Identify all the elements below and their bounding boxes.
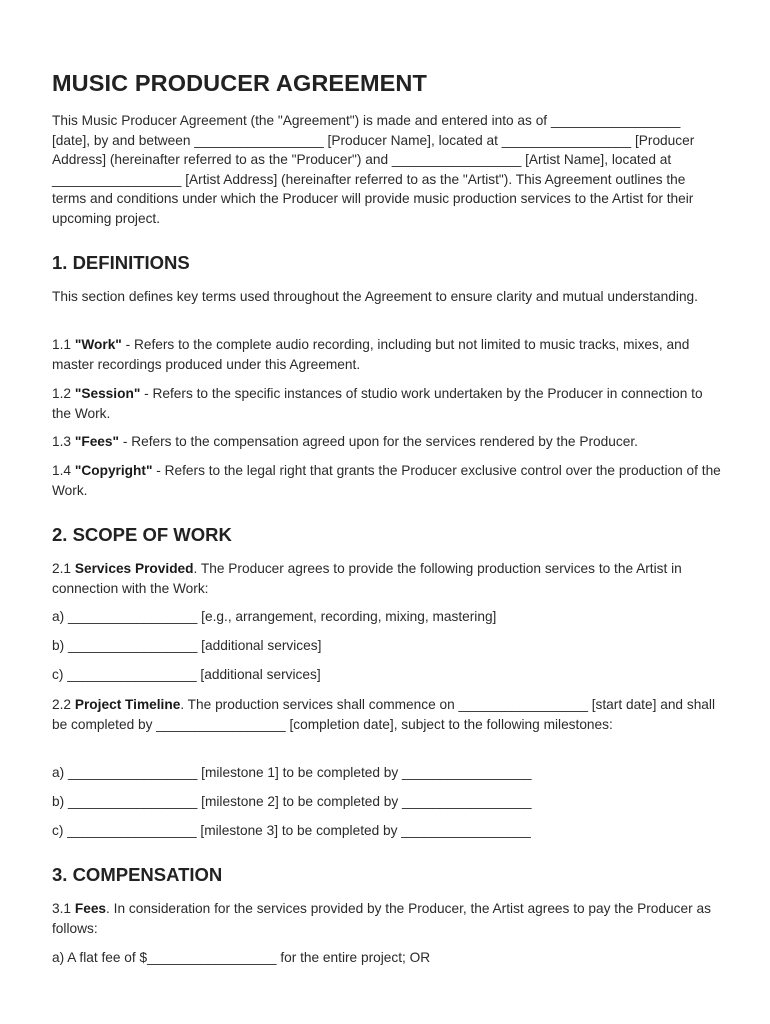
section-3-heading: 3. COMPENSATION [52,864,223,885]
services-provided-paragraph: 2.1 Services Provided. The Producer agrees to provide the following production services to the Artist in connection with the Work: [52,561,682,596]
term-work: "Work" [74,337,122,352]
service-item-c: c) _________________ [additional services] [52,667,321,682]
definition-fees: 1.3 "Fees" - Refers to the compensation agreed upon for the services rendered by the Producer. [52,434,638,449]
milestone-item-b: b) _________________ [milestone 2] to be completed by _________________ [52,794,532,809]
section-2-heading: 2. SCOPE OF WORK [52,524,232,545]
term-services-provided: Services Provided [74,561,194,576]
term-session: "Session" [74,386,141,401]
definition-copyright: 1.4 "Copyright" - Refers to the legal right that grants the Producer exclusive control over the production of the Work. [52,463,721,498]
milestone-item-c: c) _________________ [milestone 3] to be completed by _________________ [52,823,531,838]
term-project-timeline: Project Timeline [74,697,181,712]
section-1-heading: 1. DEFINITIONS [52,252,190,273]
definitions-intro: This section defines key terms used throughout the Agreement to ensure clarity and mutual understanding. [52,289,698,304]
term-fees-compensation: Fees [74,901,107,916]
term-copyright: "Copyright" [74,463,153,478]
service-item-b: b) _________________ [additional services] [52,638,322,653]
document-title: MUSIC PRODUCER AGREEMENT [52,70,427,96]
fees-paragraph: 3.1 Fees. In consideration for the services provided by the Producer, the Artist agrees to pay the Producer as follows: [52,901,711,936]
intro-paragraph: This Music Producer Agreement (the "Agreement") is made and entered into as of _________________ [date], by and between _________________ [Producer Name], located at _________________ [Producer Address] (hereinafter referred to as the "Producer") and _________________ [Artist Name], located at _________________ [Artist Address] (hereinafter referred to as the "Artist"). This Agreement outlines the terms and conditions under which the Producer will provide music production services to the Artist for their upcoming project. [52,113,695,226]
service-item-a: a) _________________ [e.g., arrangement, recording, mixing, mastering] [52,609,497,624]
definition-session: 1.2 "Session" - Refers to the specific instances of studio work undertaken by the Producer in connection to the Work. [52,386,703,421]
term-fees: "Fees" [74,434,120,449]
fee-item-a: a) A flat fee of $_________________ for the entire project; OR [52,950,431,965]
milestone-item-a: a) _________________ [milestone 1] to be completed by _________________ [52,765,532,780]
definition-work: 1.1 "Work" - Refers to the complete audio recording, including but not limited to music tracks, mixes, and master recordings produced under this Agreement. [52,337,690,372]
project-timeline-paragraph: 2.2 Project Timeline. The production services shall commence on _________________ [start date] and shall be completed by _________________ [completion date], subject to the following milestones: [52,697,715,732]
